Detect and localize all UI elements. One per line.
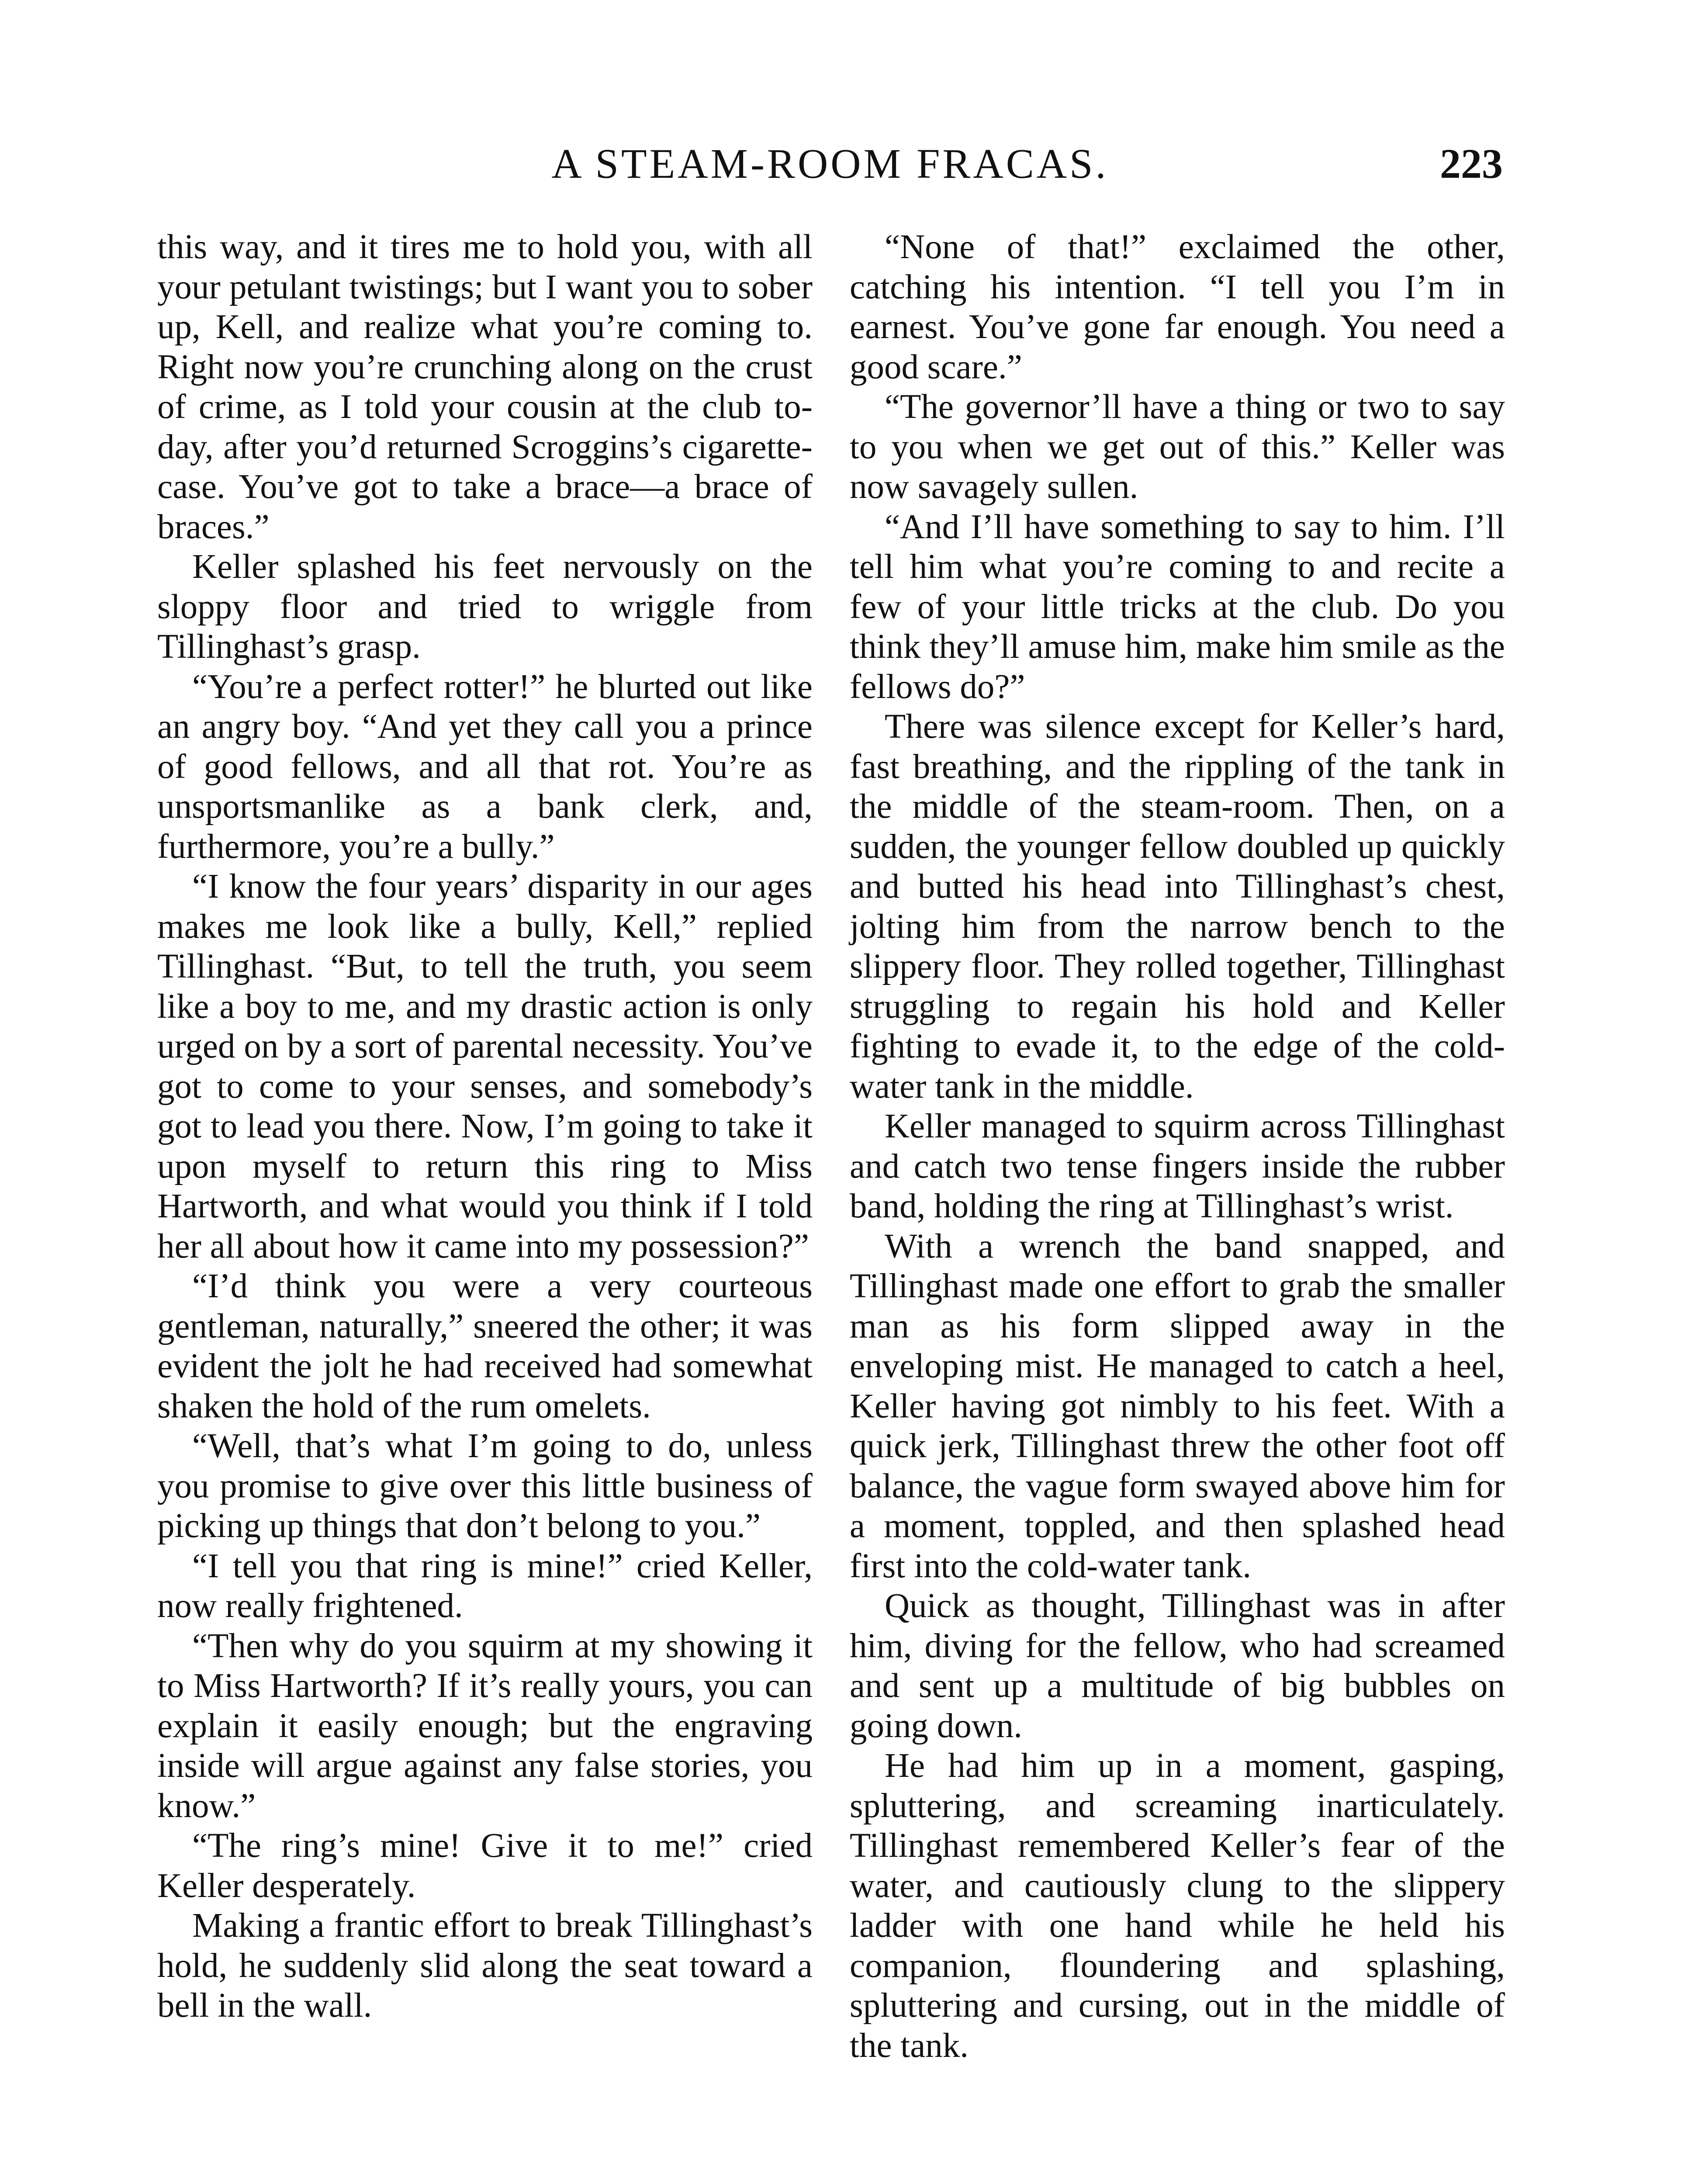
page-header [157,131,1503,197]
paragraph: With a wrench the band snapped, and Tillinghast made one effort to grab the smaller man as his form slipped away in the enveloping mist. He managed to catch a heel, Keller having got nimbly to his feet. With a quick jerk, Tillinghast threw the other foot off balance, the vague form swayed above him for a moment, toppled, and then splashed head first into the cold-water tank. [850,1227,1505,1585]
paragraph: Keller managed to squirm across Tillinghast and catch two tense fingers inside the rubber band, holding the ring at Tillinghast’s wrist. [850,1107,1505,1225]
running-title: A STEAM-ROOM FRACAS. [551,140,1109,187]
paragraph: There was silence except for Keller’s hard, fast breathing, and the rippling of the tank in the middle of the steam-room. Then, on a sudden, the younger fellow doubled up quickly and butted his head into Tillinghast’s chest, jolting him from the narrow bench to the slippery floor. They rolled together, Tillinghast struggling to regain his hold and Keller fighting to evade it, to the edge of the cold-water tank in the middle. [850,708,1505,1106]
paragraph: Quick as thought, Tillinghast was in after him, diving for the fellow, who had screamed and sent up a multitude of big bubbles on going down. [850,1587,1505,1745]
paragraph: “Then why do you squirm at my showing it to Miss Hartworth? If it’s really yours, you can explain it easily enough; but the engraving inside will argue against any false stories, you know.” [157,1627,813,1825]
paragraph: He had him up in a moment, gasping, spluttering, and screaming inarticulately. Tillinghast remembered Keller’s fear of the water, and cautiously clung to the slippery ladder with one hand while he held his companion, floundering and splashing, spluttering and cursing, out in the middle of the tank. [850,1747,1505,2065]
page-number: 223 [1440,140,1503,187]
paragraph: this way, and it tires me to hold you, with all your petulant twistings; but I want you to sober up, Kell, and realize what you’re coming to. Right now you’re crunching along on the crust of crime, as I told your cousin at the club to-day, after you’d returned Scroggins’s cigarette-case. You’ve got to take a brace—a brace of braces.” [157,228,813,546]
paragraph: “The ring’s mine! Give it to me!” cried Keller desperately. [157,1827,813,1905]
paragraph: “None of that!” exclaimed the other, catching his intention. “I tell you I’m in earnest. You’ve gone far enough. You need a good scare.” [850,228,1505,386]
paragraph: “You’re a perfect rotter!” he blurted out like an angry boy. “And yet they call you a prince of good fellows, and all that rot. You’re as unsportsmanlike as a bank clerk, and, furthermore, you’re a bully.” [157,667,813,866]
right-column [850,227,1505,2066]
paragraph: “I’d think you were a very courteous gentleman, naturally,” sneered the other; it was evident the jolt he had received had somewhat shaken the hold of the rum omelets. [157,1267,813,1425]
paragraph: “I know the four years’ disparity in our ages makes me look like a bully, Kell,” replied Tillinghast. “But, to tell the truth, you seem like a boy to me, and my drastic action is only urged on by a sort of parental necessity. You’ve got to come to your senses, and somebody’s got to lead you there. Now, I’m going to take it upon myself to return this ring to Miss Hartworth, and what would you think if I told her all about how it came into my possession?” [157,867,813,1265]
paragraph: “And I’ll have something to say to him. I’ll tell him what you’re coming to and recite a few of your little tricks at the club. Do you think they’ll amuse him, make him smile as the fellows do?” [850,508,1505,706]
left-column [157,227,813,2026]
paragraph: “Well, that’s what I’m going to do, unless you promise to give over this little business of picking up things that don’t belong to you.” [157,1427,813,1545]
paragraph: “I tell you that ring is mine!” cried Keller, now really frightened. [157,1547,813,1625]
paragraph: Making a frantic effort to break Tillinghast’s hold, he suddenly slid along the seat toward a bell in the wall. [157,1907,813,2025]
paragraph: Keller splashed his feet nervously on the sloppy floor and tried to wriggle from Tillinghast’s grasp. [157,548,813,666]
paragraph: “The governor’ll have a thing or two to say to you when we get out of this.” Keller was now savagely sullen. [850,388,1505,506]
